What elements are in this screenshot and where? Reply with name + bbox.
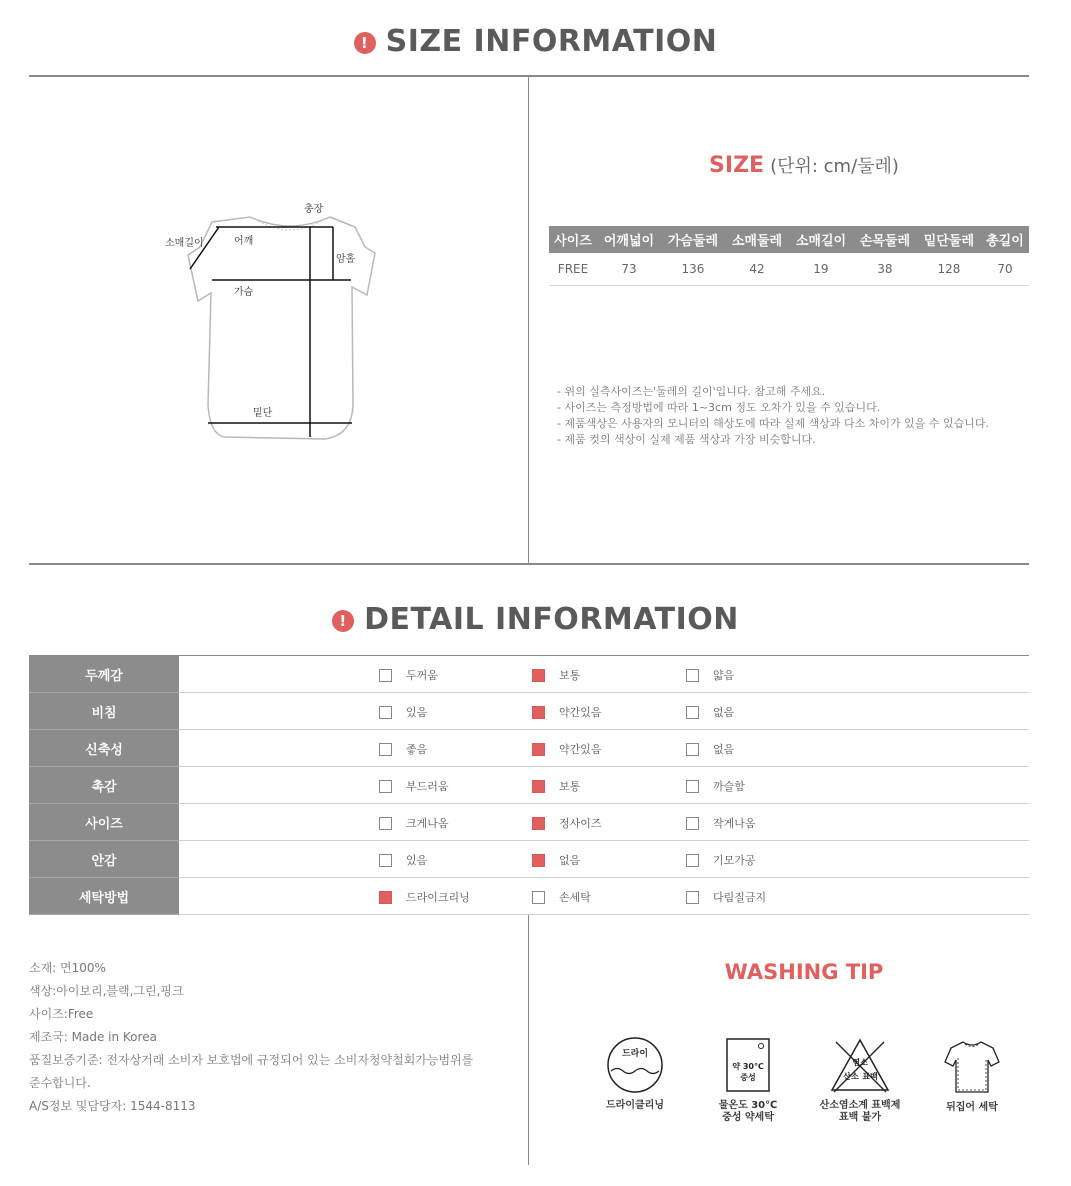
detail-row-label: 신축성 [29, 730, 179, 767]
material-line: 준수합니다. [29, 1076, 91, 1090]
detail-option-label: 부드러움 [406, 780, 449, 793]
detail-option[interactable] [379, 889, 470, 905]
checkbox-checked[interactable] [532, 817, 545, 830]
checkbox-unchecked[interactable] [379, 780, 392, 793]
wash-label-line: 산소염소계 표백제 [819, 1100, 901, 1111]
detail-title-text: DETAIL INFORMATION [364, 602, 739, 637]
vertical-divider [528, 77, 529, 564]
no-bleach-icon-text: 표백 [862, 1072, 878, 1081]
material-line: 색상:아이보리,블랙,그린,핑크 [29, 984, 184, 998]
detail-option[interactable] [532, 704, 602, 720]
checkbox-unchecked[interactable] [379, 817, 392, 830]
checkbox-unchecked[interactable] [379, 743, 392, 756]
table-row [549, 253, 1029, 285]
size-col-header: 어깨넓이 [597, 226, 661, 253]
table-row [29, 693, 1029, 730]
note-line: - 제품 컷의 색상이 실제 제품 색상과 가장 비슷합니다. [557, 433, 816, 446]
size-cell: 42 [725, 253, 789, 285]
note-line: - 위의 실측사이즈는'둘레의 길이'입니다. 참고해 주세요. [557, 385, 826, 398]
washing-tip-title: WASHING TIP [724, 960, 884, 984]
detail-option-label: 없음 [559, 854, 581, 867]
detail-option[interactable] [379, 667, 438, 683]
wash-label [575, 1100, 695, 1112]
detail-option-label: 까슬함 [713, 780, 745, 793]
wash-label [688, 1100, 808, 1124]
material-line: 제조국: Made in Korea [29, 1030, 157, 1044]
wash-label [800, 1100, 920, 1124]
detail-row-label: 두께감 [29, 656, 179, 693]
detail-option-label: 없음 [713, 706, 735, 719]
detail-option-label: 다림질금지 [713, 891, 767, 904]
material-info [29, 957, 473, 1118]
checkbox-checked[interactable] [379, 891, 392, 904]
size-cell: FREE [549, 253, 597, 285]
wash-label-line: 드라이클리닝 [606, 1100, 664, 1111]
checkbox-unchecked[interactable] [686, 743, 699, 756]
detail-option[interactable] [532, 741, 602, 757]
wash-label-line: 뒤집어 세탁 [946, 1102, 998, 1113]
detail-options-cell [179, 693, 1029, 730]
no-bleach-icon [828, 1036, 892, 1094]
no-bleach-icon-text: 염소 [852, 1058, 868, 1067]
dry-clean-icon [605, 1036, 665, 1094]
checkbox-unchecked[interactable] [379, 706, 392, 719]
detail-option[interactable] [379, 852, 427, 868]
diagram-label-shoulder: 어깨 [234, 236, 254, 247]
detail-option[interactable] [532, 889, 591, 905]
size-cell: 73 [597, 253, 661, 285]
detail-option-label: 좋음 [406, 743, 428, 756]
checkbox-unchecked[interactable] [686, 891, 699, 904]
size-section-title [0, 24, 1071, 59]
table-row [29, 841, 1029, 878]
diagram-label-armhole: 암홀 [336, 254, 356, 265]
detail-option-label: 작게나옴 [713, 817, 756, 830]
size-col-header: 소매길이 [789, 226, 853, 253]
wash-label [912, 1102, 1032, 1114]
table-row [29, 730, 1029, 767]
checkbox-unchecked[interactable] [686, 780, 699, 793]
detail-row-label: 사이즈 [29, 804, 179, 841]
detail-option-label: 기모가공 [713, 854, 756, 867]
detail-options-cell [179, 878, 1029, 915]
size-col-header: 손목둘레 [853, 226, 917, 253]
wash-30-icon-text: 약 30℃ [732, 1062, 764, 1071]
wash-30-icon-text: 중성 [740, 1073, 756, 1082]
wash-item-inside-out [912, 1036, 1032, 1114]
size-col-header: 밑단둘레 [917, 226, 981, 253]
detail-option[interactable] [532, 852, 580, 868]
detail-option-label: 보통 [559, 669, 581, 682]
detail-row-label: 세탁방법 [29, 878, 179, 915]
diagram-label-chest: 가슴 [234, 287, 254, 298]
wash-label-line: 물온도 30℃ [718, 1100, 778, 1111]
detail-options-cell [179, 656, 1029, 693]
diagram-label-hem: 밑단 [253, 408, 273, 419]
wash-label-line: 중성 약세탁 [722, 1112, 774, 1123]
size-unit: (단위: cm/둘레) [770, 156, 899, 177]
checkbox-checked[interactable] [532, 854, 545, 867]
detail-option-label: 두꺼움 [406, 669, 438, 682]
detail-option[interactable] [686, 667, 734, 683]
table-row [29, 656, 1029, 693]
detail-option-label: 있음 [406, 854, 428, 867]
note-line: - 제품색상은 사용자의 모니터의 해상도에 따라 실제 색상과 다소 차이가 있을 수 있습니다. [557, 417, 989, 430]
checkbox-unchecked[interactable] [686, 706, 699, 719]
dry-clean-icon-text: 드라이 [621, 1049, 649, 1059]
detail-option-label: 없음 [713, 743, 735, 756]
size-cell: 136 [661, 253, 725, 285]
size-col-header: 소매둘레 [725, 226, 789, 253]
size-heading-text: SIZE [709, 153, 765, 178]
size-heading [529, 152, 1071, 178]
alert-icon: ! [332, 610, 354, 632]
detail-option[interactable] [686, 741, 734, 757]
material-line: A/S정보 및담당자: 1544-8113 [29, 1099, 196, 1113]
detail-option-label: 약간있음 [559, 706, 602, 719]
detail-option[interactable] [686, 704, 734, 720]
detail-option-label: 약간있음 [559, 743, 602, 756]
size-notes [557, 384, 989, 448]
diagram-label-total-length: 총장 [304, 204, 324, 215]
table-row [29, 804, 1029, 841]
divider [29, 75, 1029, 77]
detail-option-label: 얇음 [713, 669, 735, 682]
alert-icon: ! [354, 32, 376, 54]
checkbox-checked[interactable] [532, 780, 545, 793]
size-cell: 38 [853, 253, 917, 285]
size-table-header-row [549, 226, 1029, 253]
detail-option[interactable] [379, 815, 449, 831]
checkbox-unchecked[interactable] [686, 817, 699, 830]
material-line: 소재: 면100% [29, 961, 106, 975]
detail-option[interactable] [532, 778, 580, 794]
detail-option[interactable] [532, 667, 580, 683]
detail-option-label: 보통 [559, 780, 581, 793]
detail-option[interactable] [686, 815, 756, 831]
detail-options-cell [179, 730, 1029, 767]
checkbox-checked[interactable] [532, 669, 545, 682]
size-cell: 128 [917, 253, 981, 285]
detail-option[interactable] [686, 852, 756, 868]
detail-option-label: 드라이크리닝 [406, 891, 470, 904]
checkbox-unchecked[interactable] [379, 669, 392, 682]
detail-option[interactable] [532, 815, 602, 831]
garment-diagram [155, 195, 395, 455]
checkbox-checked[interactable] [532, 706, 545, 719]
detail-option[interactable] [379, 778, 449, 794]
size-cell: 19 [789, 253, 853, 285]
wash-30-icon [718, 1036, 778, 1094]
size-col-header: 사이즈 [549, 226, 597, 253]
diagram-label-sleeve-length: 소매길이 [165, 238, 204, 249]
size-title-text: SIZE INFORMATION [385, 24, 718, 59]
material-line: 사이즈:Free [29, 1007, 94, 1021]
detail-option[interactable] [379, 741, 427, 757]
size-col-header: 총길이 [981, 226, 1029, 253]
detail-row-label: 촉감 [29, 767, 179, 804]
detail-option[interactable] [686, 889, 766, 905]
wash-item-30 [688, 1036, 808, 1124]
detail-option[interactable] [379, 704, 427, 720]
inside-out-icon [941, 1036, 1003, 1096]
table-row [29, 767, 1029, 804]
detail-option[interactable] [686, 778, 745, 794]
vertical-divider [528, 915, 529, 1165]
material-line: 품질보증기준: 전자상거래 소비자 보호법에 규정되어 있는 소비자청약철회가능범위를 [29, 1053, 474, 1067]
detail-options-cell [179, 841, 1029, 878]
detail-row-label: 안감 [29, 841, 179, 878]
checkbox-unchecked[interactable] [379, 854, 392, 867]
size-cell: 70 [981, 253, 1029, 285]
size-col-header: 가슴둘레 [661, 226, 725, 253]
detail-options-cell [179, 767, 1029, 804]
detail-section-title [0, 602, 1071, 637]
checkbox-checked[interactable] [532, 743, 545, 756]
detail-option-label: 손세탁 [559, 891, 591, 904]
note-line: - 사이즈는 측정방법에 따라 1~3cm 정도 오차가 있을 수 있습니다. [557, 401, 881, 414]
detail-option-label: 정사이즈 [559, 817, 602, 830]
wash-label-line: 표백 불가 [838, 1112, 882, 1123]
detail-option-label: 크게나옴 [406, 817, 449, 830]
wash-item-no-bleach [800, 1036, 920, 1124]
size-table [549, 226, 1029, 286]
detail-options-cell [179, 804, 1029, 841]
table-row [29, 878, 1029, 915]
wash-item-dry-clean [575, 1036, 695, 1112]
divider [29, 563, 1029, 565]
checkbox-unchecked[interactable] [532, 891, 545, 904]
detail-option-label: 있음 [406, 706, 428, 719]
detail-table [29, 655, 1029, 915]
checkbox-unchecked[interactable] [686, 669, 699, 682]
checkbox-unchecked[interactable] [686, 854, 699, 867]
detail-row-label: 비침 [29, 693, 179, 730]
no-bleach-icon-text: 산소 [843, 1072, 859, 1081]
